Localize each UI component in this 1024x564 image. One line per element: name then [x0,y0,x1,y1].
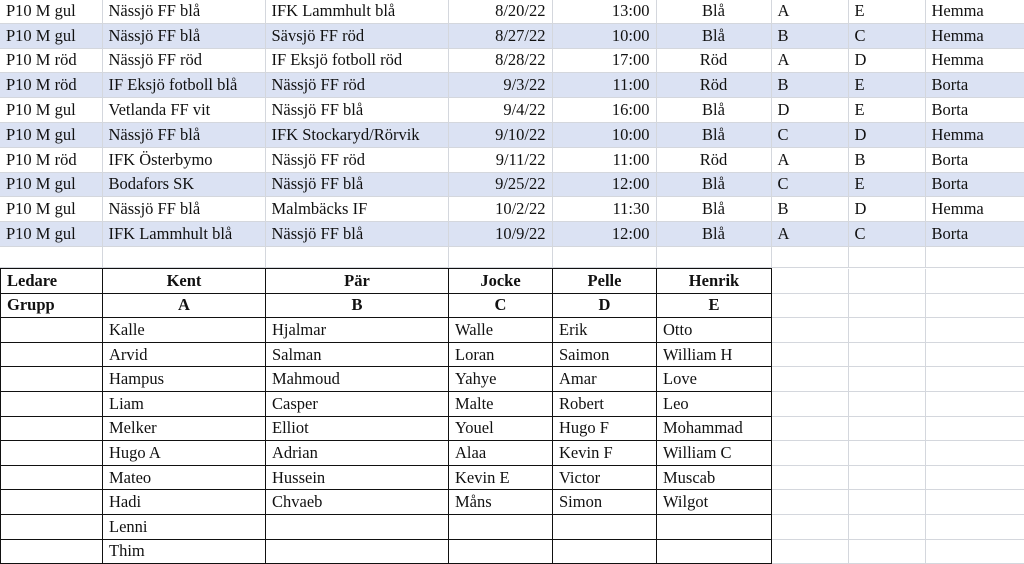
match-row [0,197,1024,222]
member-row-cell[interactable]: Kevin F [553,441,657,466]
member-row [1,416,1024,441]
cell[interactable] [1,318,103,343]
cell[interactable] [926,293,1024,318]
away-team-cell[interactable]: Malmbäcks IF [265,197,448,222]
team-cell[interactable]: P10 M gul [0,23,102,48]
date-cell[interactable]: 8/28/22 [448,48,552,73]
time-cell[interactable]: 12:00 [552,172,656,197]
group-2-cell[interactable]: C [848,23,925,48]
home-away-cell[interactable]: Borta [925,73,1024,98]
home-away-cell[interactable]: Hemma [925,0,1024,23]
member-row-cell[interactable] [553,539,657,564]
member-row [1,441,1024,466]
cell[interactable] [926,465,1024,490]
cell[interactable] [772,293,849,318]
cell[interactable] [771,245,848,268]
match-schedule-table [0,0,1024,247]
cell[interactable] [772,269,849,294]
cell[interactable] [1,416,103,441]
group-row [1,293,1024,318]
cell[interactable] [926,391,1024,416]
team-cell[interactable]: P10 M gul [0,0,102,23]
match-row [0,48,1024,73]
cell[interactable] [772,490,849,515]
cell[interactable] [926,269,1024,294]
team-cell[interactable]: P10 M röd [0,48,102,73]
member-row-cell[interactable]: Liam [103,391,266,416]
home-away-cell[interactable]: Borta [925,222,1024,247]
cell[interactable] [1,465,103,490]
group-2-cell[interactable]: E [848,98,925,123]
member-row-cell[interactable]: Elliot [266,416,449,441]
member-row-cell[interactable]: Thim [103,539,266,564]
member-row-cell[interactable]: Hadi [103,490,266,515]
home-away-cell[interactable]: Hemma [925,122,1024,147]
time-cell[interactable]: 16:00 [552,98,656,123]
date-cell[interactable]: 9/3/22 [448,73,552,98]
match-row [0,222,1024,247]
member-row-cell[interactable]: Hugo F [553,416,657,441]
group-row-cell[interactable]: D [553,293,657,318]
empty-spacer-row [0,245,1024,268]
cell[interactable] [102,245,265,268]
member-row-cell[interactable]: Leo [657,391,772,416]
member-row-cell[interactable]: Yahye [449,367,553,392]
member-row-cell[interactable]: Wilgot [657,490,772,515]
group-row-cell[interactable]: E [657,293,772,318]
home-away-cell[interactable]: Borta [925,172,1024,197]
time-cell[interactable]: 11:00 [552,73,656,98]
member-row-cell[interactable]: Love [657,367,772,392]
group-1-cell[interactable]: A [771,147,848,172]
away-team-cell[interactable]: Nässjö FF röd [265,147,448,172]
cell[interactable] [772,465,849,490]
member-row [1,514,1024,539]
home-team-cell[interactable]: IFK Lammhult blå [102,222,265,247]
cell[interactable] [1,367,103,392]
home-away-cell[interactable]: Hemma [925,197,1024,222]
match-row [0,0,1024,23]
date-cell[interactable]: 9/4/22 [448,98,552,123]
group-2-cell[interactable]: D [848,197,925,222]
team-cell[interactable]: P10 M röd [0,73,102,98]
member-row-cell[interactable]: William H [657,342,772,367]
away-team-cell[interactable]: Nässjö FF röd [265,73,448,98]
spacer-row [0,245,1024,268]
date-cell[interactable]: 9/11/22 [448,147,552,172]
cell[interactable] [1,391,103,416]
time-cell[interactable]: 12:00 [552,222,656,247]
cell[interactable] [1,342,103,367]
cell[interactable] [772,539,849,564]
kit-color-cell[interactable]: Blå [656,172,771,197]
kit-color-cell[interactable]: Blå [656,222,771,247]
time-cell[interactable]: 10:00 [552,23,656,48]
group-2-cell[interactable]: E [848,172,925,197]
away-team-cell[interactable]: IFK Stockaryd/Rörvik [265,122,448,147]
kit-color-cell[interactable]: Röd [656,73,771,98]
member-row [1,342,1024,367]
group-2-cell[interactable]: E [848,0,925,23]
member-row-cell[interactable]: Måns [449,490,553,515]
cell[interactable] [772,514,849,539]
match-row [0,172,1024,197]
group-row-cell[interactable]: C [449,293,553,318]
member-row-cell[interactable]: Salman [266,342,449,367]
member-row-cell[interactable]: Amar [553,367,657,392]
team-cell[interactable]: P10 M gul [0,222,102,247]
member-row-cell[interactable]: Kevin E [449,465,553,490]
cell[interactable] [849,490,926,515]
member-row-cell[interactable]: Saimon [553,342,657,367]
group-1-cell[interactable]: D [771,98,848,123]
member-row-cell[interactable]: Chvaeb [266,490,449,515]
kit-color-cell[interactable]: Röd [656,48,771,73]
cell[interactable] [772,367,849,392]
away-team-cell[interactable]: Sävsjö FF röd [265,23,448,48]
home-team-cell[interactable]: IFK Österbymo [102,147,265,172]
member-row [1,367,1024,392]
cell[interactable] [772,342,849,367]
leader-row-label[interactable]: Ledare [1,269,103,294]
cell[interactable] [848,245,925,268]
cell[interactable] [926,441,1024,466]
cell[interactable] [849,391,926,416]
group-row-cell[interactable]: B [266,293,449,318]
cell[interactable] [0,245,102,268]
member-row [1,465,1024,490]
group-2-cell[interactable]: D [848,48,925,73]
away-team-cell[interactable]: Nässjö FF blå [265,222,448,247]
member-row-cell[interactable]: Lenni [103,514,266,539]
cell[interactable] [849,416,926,441]
group-1-cell[interactable]: C [771,172,848,197]
cell[interactable] [772,416,849,441]
member-row-cell[interactable]: Adrian [266,441,449,466]
member-row-cell[interactable]: Kalle [103,318,266,343]
cell[interactable] [926,367,1024,392]
home-team-cell[interactable]: IF Eksjö fotboll blå [102,73,265,98]
time-cell[interactable]: 13:00 [552,0,656,23]
date-cell[interactable]: 9/10/22 [448,122,552,147]
member-row [1,539,1024,564]
member-row-cell[interactable]: Hampus [103,367,266,392]
member-row-cell[interactable] [657,539,772,564]
date-cell[interactable]: 8/20/22 [448,0,552,23]
member-row-cell[interactable]: Melker [103,416,266,441]
member-row-cell[interactable] [657,514,772,539]
member-row-cell[interactable]: Erik [553,318,657,343]
leader-row [1,269,1024,294]
cell[interactable] [552,245,656,268]
member-row-cell[interactable]: Alaa [449,441,553,466]
member-row-cell[interactable]: Mohammad [657,416,772,441]
home-team-cell[interactable]: Nässjö FF röd [102,48,265,73]
member-row-cell[interactable]: Robert [553,391,657,416]
cell[interactable] [656,245,771,268]
cell[interactable] [448,245,552,268]
cell[interactable] [849,293,926,318]
home-team-cell[interactable]: Bodafors SK [102,172,265,197]
team-cell[interactable]: P10 M gul [0,98,102,123]
cell[interactable] [1,514,103,539]
group-1-cell[interactable]: B [771,23,848,48]
group-1-cell[interactable]: B [771,197,848,222]
team-cell[interactable]: P10 M gul [0,122,102,147]
cell[interactable] [849,318,926,343]
home-away-cell[interactable]: Borta [925,147,1024,172]
member-row-cell[interactable]: Hjalmar [266,318,449,343]
member-row-cell[interactable]: Simon [553,490,657,515]
group-row-cell[interactable]: A [103,293,266,318]
member-row-cell[interactable]: Otto [657,318,772,343]
member-row [1,318,1024,343]
cell[interactable] [265,245,448,268]
member-row-cell[interactable] [449,514,553,539]
kit-color-cell[interactable]: Blå [656,98,771,123]
home-team-cell[interactable]: Nässjö FF blå [102,23,265,48]
cell[interactable] [926,416,1024,441]
member-row-cell[interactable]: Casper [266,391,449,416]
team-cell[interactable]: P10 M gul [0,172,102,197]
member-row-cell[interactable]: William C [657,441,772,466]
match-row [0,98,1024,123]
away-team-cell[interactable]: IF Eksjö fotboll röd [265,48,448,73]
kit-color-cell[interactable]: Blå [656,0,771,23]
leader-row-cell[interactable]: Kent [103,269,266,294]
away-team-cell[interactable]: IFK Lammhult blå [265,0,448,23]
date-cell[interactable]: 9/25/22 [448,172,552,197]
home-team-cell[interactable]: Nässjö FF blå [102,122,265,147]
member-row-cell[interactable]: Youel [449,416,553,441]
team-cell[interactable]: P10 M gul [0,197,102,222]
member-row-cell[interactable] [553,514,657,539]
cell[interactable] [1,441,103,466]
date-cell[interactable]: 10/2/22 [448,197,552,222]
time-cell[interactable]: 11:00 [552,147,656,172]
cell[interactable] [849,367,926,392]
member-row-cell[interactable]: Arvid [103,342,266,367]
time-cell[interactable]: 17:00 [552,48,656,73]
group-2-cell[interactable]: E [848,73,925,98]
cell[interactable] [849,269,926,294]
cell[interactable] [1,490,103,515]
cell[interactable] [772,318,849,343]
home-team-cell[interactable]: Nässjö FF blå [102,0,265,23]
member-row-cell[interactable] [449,539,553,564]
cell[interactable] [849,539,926,564]
leader-row-cell[interactable]: Jocke [449,269,553,294]
member-row [1,391,1024,416]
cell[interactable] [926,539,1024,564]
cell[interactable] [772,441,849,466]
group-1-cell[interactable]: A [771,0,848,23]
group-1-cell[interactable]: C [771,122,848,147]
member-row-cell[interactable]: Hussein [266,465,449,490]
member-row-cell[interactable]: Mateo [103,465,266,490]
cell[interactable] [1,539,103,564]
group-1-cell[interactable]: A [771,222,848,247]
cell[interactable] [849,465,926,490]
match-row [0,23,1024,48]
cell[interactable] [925,245,1024,268]
team-cell[interactable]: P10 M röd [0,147,102,172]
cell[interactable] [926,342,1024,367]
away-team-cell[interactable]: Nässjö FF blå [265,98,448,123]
group-2-cell[interactable]: B [848,147,925,172]
kit-color-cell[interactable]: Blå [656,122,771,147]
training-groups-table [0,268,1024,564]
group-row-label[interactable]: Grupp [1,293,103,318]
away-team-cell[interactable]: Nässjö FF blå [265,172,448,197]
member-row-cell[interactable] [266,539,449,564]
leader-row-cell[interactable]: Pelle [553,269,657,294]
cell[interactable] [926,514,1024,539]
time-cell[interactable]: 10:00 [552,122,656,147]
date-cell[interactable]: 10/9/22 [448,222,552,247]
cell[interactable] [926,318,1024,343]
leader-row-cell[interactable]: Pär [266,269,449,294]
match-row [0,122,1024,147]
cell[interactable] [849,514,926,539]
group-1-cell[interactable]: B [771,73,848,98]
cell[interactable] [772,391,849,416]
kit-color-cell[interactable]: Blå [656,23,771,48]
member-row-cell[interactable] [266,514,449,539]
home-team-cell[interactable]: Vetlanda FF vit [102,98,265,123]
member-row-cell[interactable]: Muscab [657,465,772,490]
member-row-cell[interactable]: Malte [449,391,553,416]
home-away-cell[interactable]: Hemma [925,48,1024,73]
member-row [1,490,1024,515]
cell[interactable] [849,441,926,466]
kit-color-cell[interactable]: Röd [656,147,771,172]
home-away-cell[interactable]: Borta [925,98,1024,123]
group-2-cell[interactable]: D [848,122,925,147]
match-row [0,73,1024,98]
home-team-cell[interactable]: Nässjö FF blå [102,197,265,222]
cell[interactable] [926,490,1024,515]
time-cell[interactable]: 11:30 [552,197,656,222]
home-away-cell[interactable]: Hemma [925,23,1024,48]
group-2-cell[interactable]: C [848,222,925,247]
member-row-cell[interactable]: Victor [553,465,657,490]
member-row-cell[interactable]: Hugo A [103,441,266,466]
leader-row-cell[interactable]: Henrik [657,269,772,294]
match-row [0,147,1024,172]
date-cell[interactable]: 8/27/22 [448,23,552,48]
kit-color-cell[interactable]: Blå [656,197,771,222]
member-row-cell[interactable]: Loran [449,342,553,367]
member-row-cell[interactable]: Mahmoud [266,367,449,392]
group-1-cell[interactable]: A [771,48,848,73]
member-row-cell[interactable]: Walle [449,318,553,343]
cell[interactable] [849,342,926,367]
